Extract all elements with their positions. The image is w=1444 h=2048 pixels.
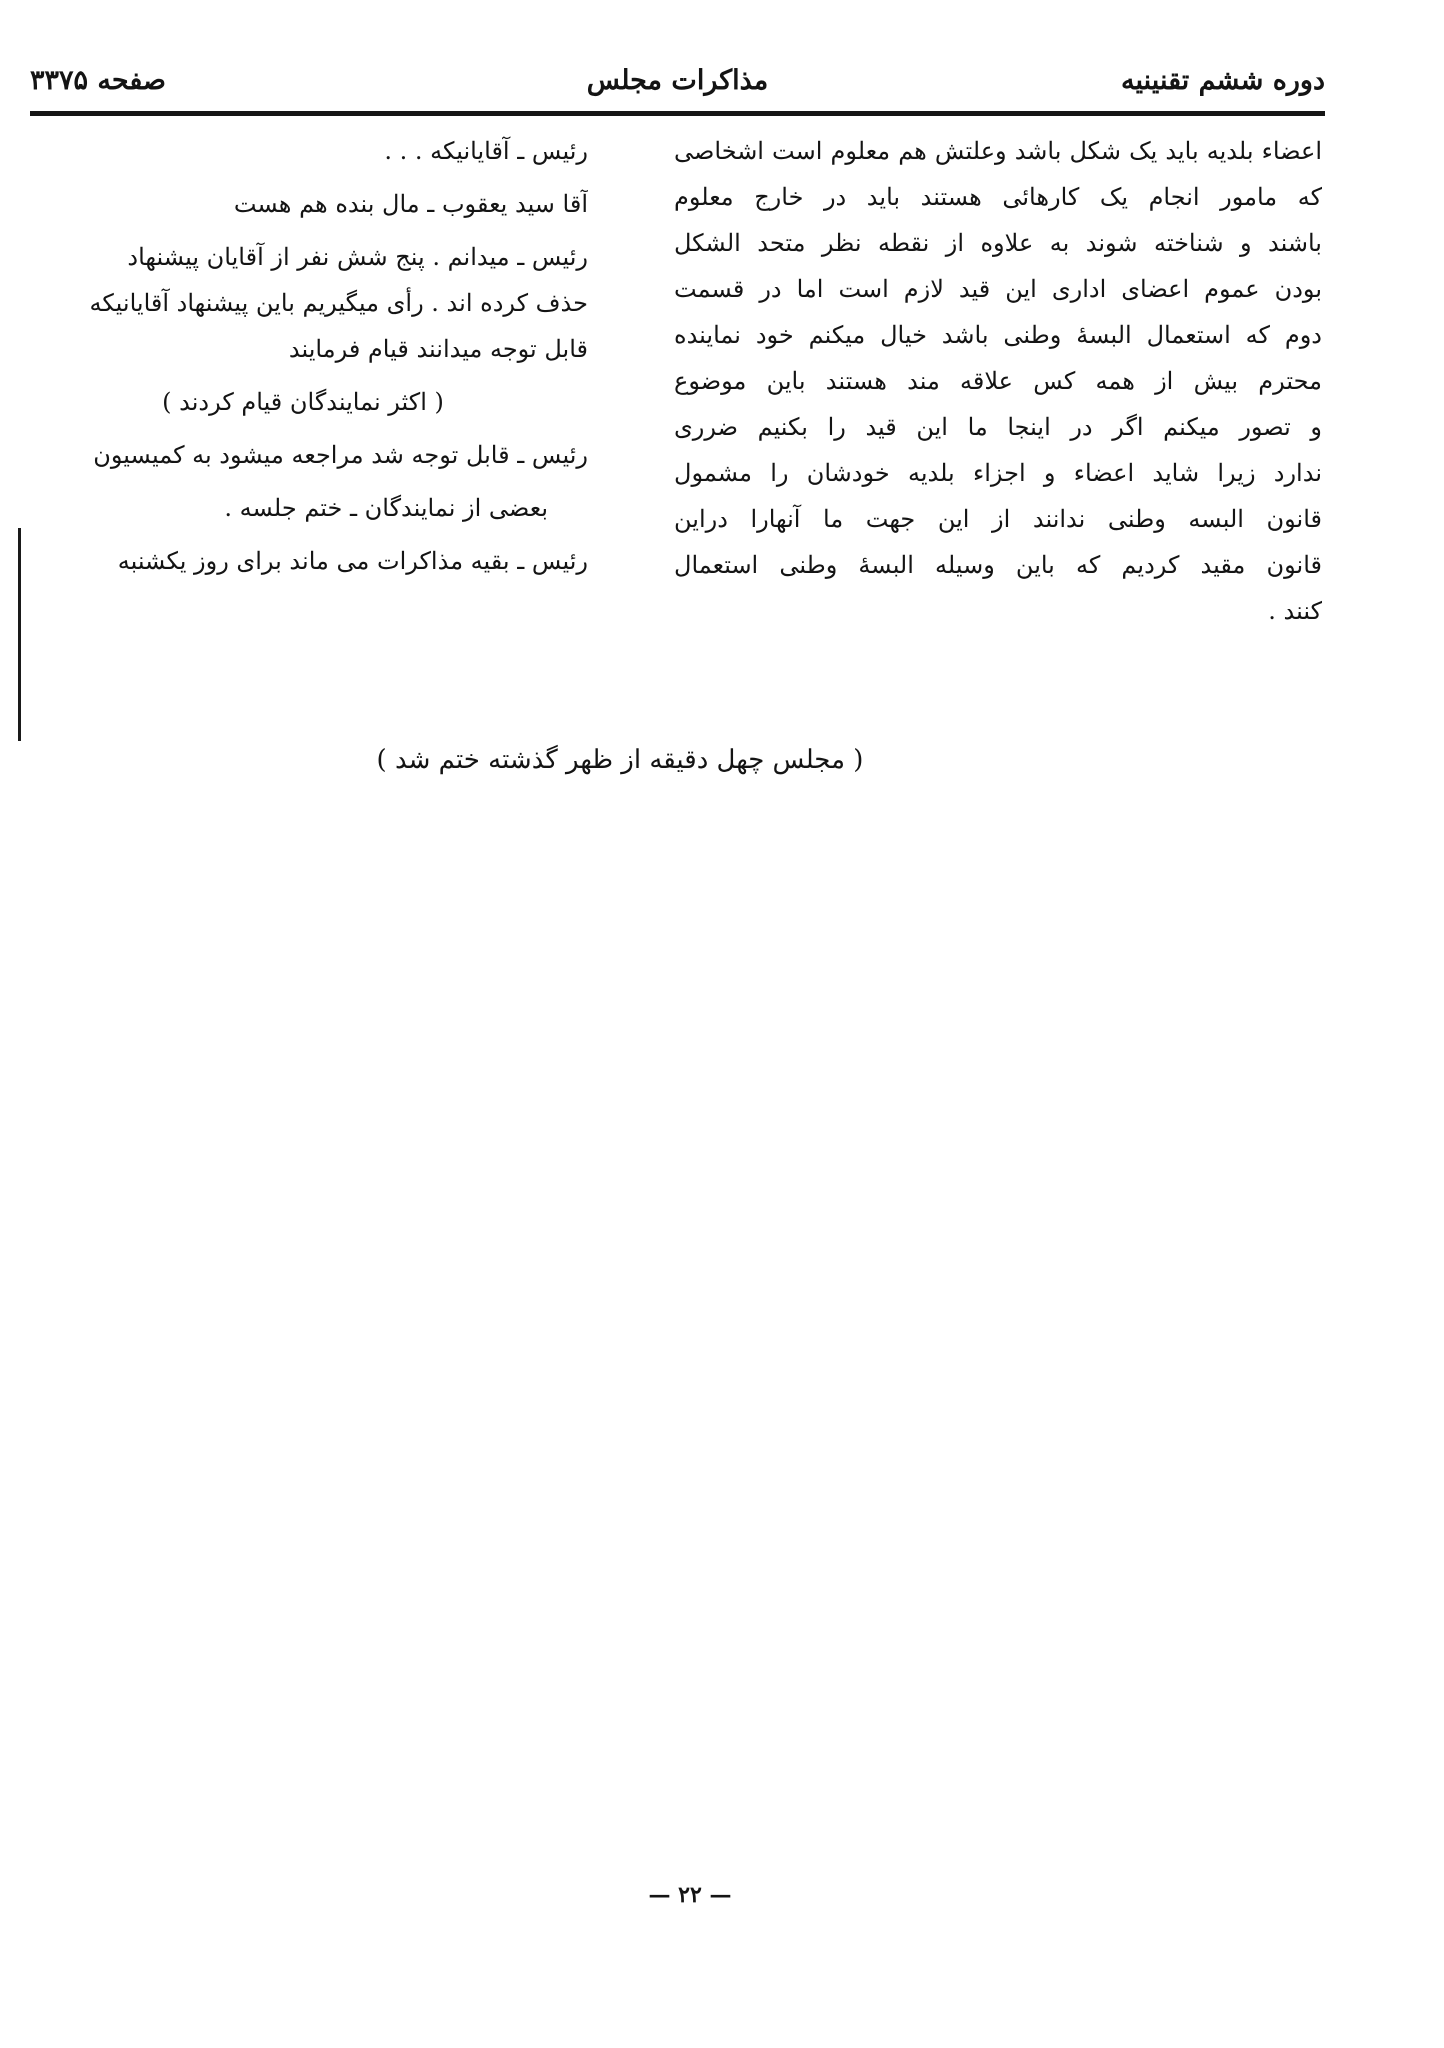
speech-president-3 (18, 432, 588, 478)
speech-seyed-yaghoub (18, 181, 588, 227)
left-text-column (18, 128, 588, 591)
page-label: صفحه ۳۳۷۵ (30, 65, 166, 96)
text-line: ( اکثر نمایندگان قیام کردند ) (162, 388, 444, 416)
text-line: اعضاء بلدیه باید یک شکل باشد وعلتش هم معلوم است اشخاصی (674, 137, 1322, 165)
speech-president-4 (18, 538, 588, 584)
page-title: مذاکرات مجلس (586, 65, 769, 96)
text-line: و تصور میکنم اگر در اینجا ما این قید را بکنیم ضرری (674, 413, 1322, 441)
session-closing-note: ( مجلس چهل دقیقه از ظهر گذشته ختم شد ) (376, 745, 864, 775)
speech-president-1 (18, 128, 588, 174)
speech-some-representatives (18, 485, 588, 531)
speech-president-2 (18, 234, 588, 372)
text-line: بعضی از نمایندگان ـ ختم جلسه . (224, 494, 548, 522)
text-line: ندارد زیرا شاید اعضاء و اجزاء بلدیه خودشان را مشمول (674, 459, 1322, 487)
text-line: قانون البسه وطنی ندانند از این جهت ما آنهارا دراین (674, 505, 1322, 533)
column-margin-rule (18, 528, 21, 741)
page-number: — ۲۲ — (648, 1882, 732, 1908)
text-line: رئیس ـ قابل توجه شد مراجعه میشود به کمیسیون (93, 441, 588, 469)
right-text-column (674, 128, 1322, 634)
page-header (30, 55, 1325, 113)
text-line: کنند . (1268, 597, 1322, 625)
text-line: باشند و شناخته شوند به علاوه از نقطه نظر متحد الشکل (674, 229, 1322, 257)
header-divider (30, 111, 1325, 116)
text-line: دوم که استعمال البسهٔ وطنی باشد خیال میکنم خود نماینده (674, 321, 1322, 349)
text-line: محترم بیش از همه کس علاقه مند هستند باین موضوع (674, 367, 1322, 395)
text-line: قابل توجه میدانند قیام فرمایند (288, 335, 588, 363)
text-line: که مامور انجام یک کارهائی هستند باید در خارج معلوم (674, 183, 1322, 211)
text-line: رئیس ـ بقیه مذاکرات می ماند برای روز یکشنبه (117, 547, 588, 575)
text-line: آقا سید یعقوب ـ مال بنده هم هست (233, 190, 588, 218)
text-line: رئیس ـ آقایانیکه . . . (384, 137, 588, 165)
text-line: بودن عموم اعضای اداری این قید لازم است اما در قسمت (674, 275, 1322, 303)
text-line: حذف کرده اند . رأی میگیریم باین پیشنهاد آقایانیکه (89, 289, 588, 317)
session-label: دوره ششم تقنینیه (1121, 65, 1325, 96)
stage-direction (18, 379, 588, 425)
text-line: قانون مقید کردیم که باین وسیله البسهٔ وطنی استعمال (674, 551, 1322, 579)
text-line: رئیس ـ میدانم . پنج شش نفر از آقایان پیشنهاد (127, 243, 588, 271)
